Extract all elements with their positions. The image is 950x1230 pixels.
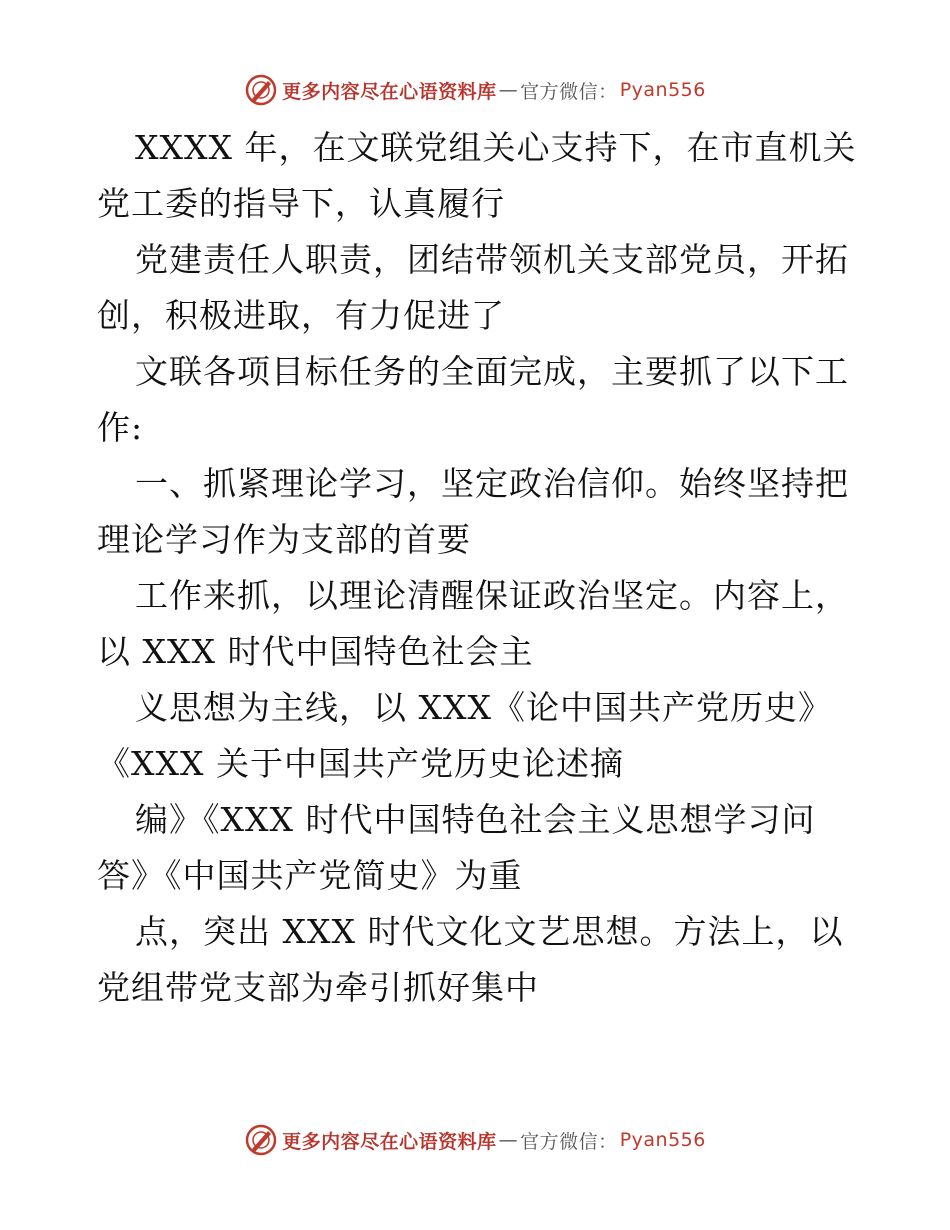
footer-brand: 更多内容尽在心语资料库 [282,1130,497,1153]
paragraph: 文联各项目标任务的全面完成，主要抓了以下工作: [97,352,849,447]
header-separator: — [498,79,519,101]
header-wechat-label: 官方微信： [520,80,618,103]
paragraph: XXXX 年，在文联党组关心支持下，在市直机关党工委的指导下，认真履行 [97,128,857,223]
pen-logo-icon [244,1123,278,1157]
pen-logo-icon [244,73,278,107]
header-wechat-id: Pyan556 [619,79,706,101]
page-header [0,70,950,110]
footer-separator: — [498,1129,519,1151]
footer-wechat-id: Pyan556 [619,1129,706,1151]
header-brand: 更多内容尽在心语资料库 [282,80,497,103]
paragraph: 义思想为主线，以 XXX《论中国共产党历史》《XXX 关于中国共产党历史论述摘 [97,688,832,783]
paragraph: 工作来抓，以理论清醒保证政治坚定。内容上，以 XXX 时代中国特色社会主 [97,576,849,671]
page-footer [0,1120,950,1160]
footer-wechat-label: 官方微信： [520,1130,618,1153]
document-body [97,120,857,1016]
paragraph: 编》《XXX 时代中国特色社会主义思想学习问答》《中国共产党简史》为重 [97,800,816,895]
paragraph: 点，突出 XXX 时代文化文艺思想。方法上，以党组带党支部为牵引抓好集中 [97,912,844,1007]
paragraph: 一、抓紧理论学习，坚定政治信仰。始终坚持把理论学习作为支部的首要 [97,464,849,559]
paragraph: 党建责任人职责，团结带领机关支部党员，开拓创，积极进取，有力促进了 [97,240,849,335]
